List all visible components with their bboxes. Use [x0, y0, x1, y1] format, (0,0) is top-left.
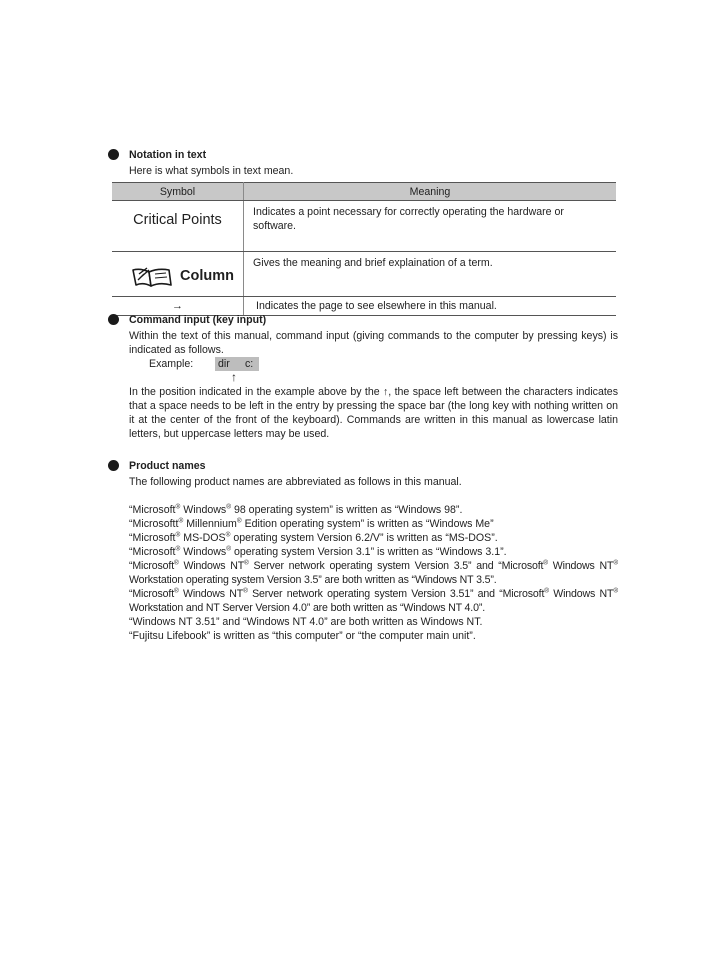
command-example	[129, 357, 618, 384]
command-paragraph-2	[129, 385, 618, 441]
example-command-argument: c:	[245, 358, 254, 370]
notation-section	[108, 148, 618, 178]
table-row	[112, 201, 616, 252]
products-intro: The following product names are abbreviated as follows in this manual.	[129, 476, 462, 488]
column-symbol-label: Column	[180, 268, 234, 284]
example-label: Example:	[149, 358, 194, 370]
command-section	[108, 313, 618, 441]
table-row	[112, 252, 616, 297]
reference-arrow-symbol: →	[112, 297, 244, 316]
symbol-header: Symbol	[112, 183, 244, 201]
product-line: “Microsoft® Windows® operating system Version 3.1” is written as “Windows 3.1”.	[129, 545, 507, 558]
product-line: “Windows NT 3.51” and “Windows NT 4.0” are both written as Windows NT.	[129, 616, 483, 628]
bullet-icon	[108, 460, 119, 471]
product-line: “Microsoftt® Millennium® Edition operating system” is written as “Windows Me”	[129, 517, 494, 530]
column-symbol-cell	[112, 252, 244, 297]
product-line: “Microsoft® Windows® 98 operating system” is written as “Windows 98”.	[129, 503, 463, 516]
product-line: “Microsoft® Windows NT® Server network operating system Version 3.51” and “Microsoft® Windows NT® Workstation and NT Server Version 4.0” are both written as “Windows NT 4.0”.	[129, 587, 618, 614]
command-paragraph-2-start: In the position indicated in the example above by the	[129, 386, 383, 398]
reference-arrow-meaning: Indicates the page to see elsewhere in this manual.	[244, 297, 617, 316]
products-section	[108, 459, 618, 643]
critical-points-symbol: Critical Points	[112, 201, 244, 252]
table-header-row	[112, 183, 616, 201]
bullet-icon	[108, 149, 119, 160]
example-command-word: dir	[218, 358, 230, 370]
command-paragraph-2-end: , the space left between the characters indicates that a space needs to be left in the entry by pressing the space bar (the long key with nothing written on it at the center of the front of the keyboard). Commands are written in this manual as lowercase latin letters, but uppercase letters may be used.	[129, 386, 618, 440]
command-title: Command input (key input)	[129, 314, 267, 326]
bullet-icon	[108, 314, 119, 325]
products-heading	[108, 459, 618, 473]
meaning-header: Meaning	[244, 183, 617, 201]
command-heading	[108, 313, 618, 327]
inline-up-arrow: ↑	[382, 386, 389, 398]
notation-heading	[108, 148, 618, 162]
example-command-box	[215, 357, 259, 371]
open-book-icon	[130, 264, 174, 288]
product-line: “Fujitsu Lifebook” is written as “this computer” or “the computer main unit”.	[129, 630, 476, 642]
command-paragraph-1: Within the text of this manual, command input (giving commands to the computer by pressing keys) is indicated as follows.	[129, 330, 618, 356]
notation-intro: Here is what symbols in text mean.	[129, 165, 294, 177]
product-line: “Microsoft® Windows NT® Server network operating system Version 3.5” and “Microsoft® Windows NT® Workstation operating system Version 3.5” are both written as “Windows NT 3.5”.	[129, 559, 618, 586]
product-line: “Microsoft® MS-DOS® operating system Version 6.2/V” is written as “MS-DOS”.	[129, 531, 498, 544]
notation-title: Notation in text	[129, 149, 207, 161]
products-title: Product names	[129, 460, 206, 472]
space-indicator-arrow: ↑	[231, 370, 237, 384]
column-meaning: Gives the meaning and brief explaination of a term.	[244, 252, 617, 297]
critical-points-meaning: Indicates a point necessary for correctly operating the hardware or software.	[244, 201, 617, 252]
symbol-table	[112, 182, 616, 316]
